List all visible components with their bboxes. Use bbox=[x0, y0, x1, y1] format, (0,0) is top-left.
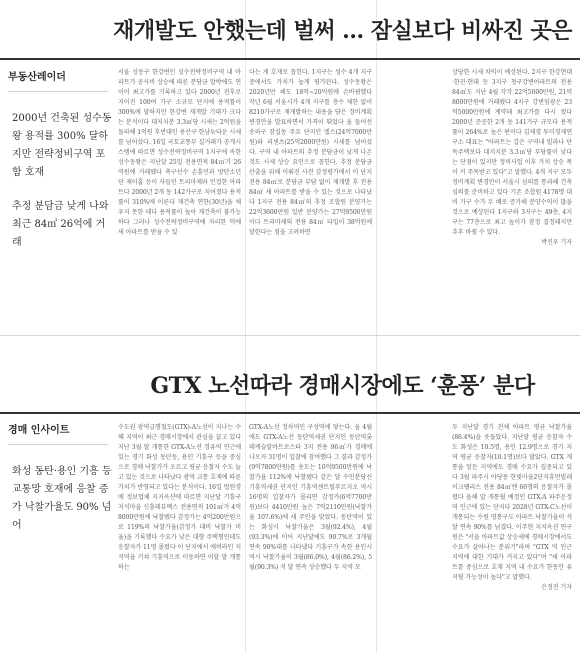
body-text: 상당한 시세 차익이 예상된다. 2지구 한강현대·한진·현대 등 3지구 청구강변아파트의 전용 84㎡도 지난 4월 각각 22억5000만원, 21억8000만원에 거래됐다 4지구 강변임광은 23억5000만원에 계약돼 최고가를 다시 썼다 2000년 준공한 2개 동 141가구 규모다 용적률이 264%로 높은 편이다 김제경 투미경제연구소 대표는 "아파트는 갑은 구역내 빌라나 단독주택보다 대지지분 3.3㎡당 부담률이 낮다는 단점이 있지만 정비사업 이후 가치 상승 폭이 커 주목받고 있다"고 말했다. 4개 지구 모두 정비계획 변경안이 서울시 심의를 통과해 건축심의를 준비하고 있다 기존 조합원 4178명 대비 가구 수가 두 배로 증가해 분양수익이 많을 것으로 예상된다 1지구와 3지구는 49층, 4지구는 77층으로 최고 높이가 잠정 결정돼지만 추후 바뀔 수 있다. bbox=[452, 69, 572, 236]
subheadline: 추정 분담금 낮게 나와 최근 84㎡ 26억에 거래 bbox=[12, 201, 109, 248]
body-column: 수도권 광역급행철도(GTX)-A노선이 지나는 수혜 지역이 최근 경매시장에서 관심을 끌고 있다 지난 3월 말 개통한 GTX-A노선 경유역 인근에 있는 경기 화성 동탄동, 용인 기흥구 등을 중심으로 경매 낙찰가가 오르고 평균 응찰자 수도 늘고 있는 것으로 나타났다 광역 교통 호재에 따른 가치가 반영되고 있다는 분석이다. 16일 법원경매 정보업체 지지옥션에 따르면 지난달 기흥구 지석마을 신흥데뷰벡스 전용면적 101㎡가 4억8000만원에 낙찰됐다 감정가는 4억200만원으로 119%의 낙찰가율(감정가 대비 낙찰가 비율)을 기록했다 수요가 낮은 대형 주택형인데도 응찰자가 11명 몰렸다 이 단지에서 에버라인 지석역을 거쳐 기흥역으로 이동하면 이달 말 개통하는 bbox=[118, 424, 241, 571]
article-headline: 재개발도 안했는데 벌써 … 잠실보다 비싸진 곳은 bbox=[113, 18, 572, 44]
body-column: GTX-A노선 정차역인 구성역에 닿는다. 올 4월에도 GTX-A노선 동탄역세권 단지인 동탄역롯데캐슬알바트로스타 3지 전용 96㎡가 경매에 나오자 31명이 입찰에 참여했다 그 결과 감정가(9억7800만원)를 웃도는 10억9500만원에 낙찰가율 112%에 낙찰됐다 같은 달 수인분당선 기흥역세권 단지인 기흥역센트럴푸르지오 역시 16명의 입찰자가 몰리면 감정가(6억7700만원)보다 4410만원 높은 7억2110만원(낙찰가율 107.6%)에 새 주인을 맞았다. 동탄역이 있는 화성시 낙찰가율은 3월(92.4%), 4월(93.3%)에 이어 지난달에도 90.7%로 3개월 연속 90%대를 나타냈다 기흥구가 속한 용인시 역시 낙찰가율이 3월(86.0%), 4월(86.2%), 5월(90.3%) 석 달 연속 상승했다 두 지역 모 bbox=[249, 424, 372, 571]
subheadline: 화성 동탄·용인 기흥 등 교통망 호재에 응찰 증가 낙찰가율도 90% 넘어 bbox=[12, 466, 112, 531]
subheadline: 2000년 건축된 성수동왕 용적률 300% 달하지만 전략정비구역 포함 호재 bbox=[12, 113, 112, 178]
article-sidebar bbox=[0, 68, 116, 252]
body-column bbox=[452, 68, 572, 330]
byline: 박진우 기자 bbox=[541, 239, 572, 246]
body-column: 서울 성동구 한강변인 성수전략정비구역 내 아파트가 공사비 상승에 따른 분담금 압박에도 연이어 최고가를 기록하고 있다 2000년 전후로 지어진 100여 가구 소규모 단지에 용적률이 300%에 달하지만 한강변 재개발 기대가 크다는 분석이다 대지지분 3.3㎡당 시세는 2억원을 돌파해 1억원 후반대인 용산구 한남뉴타운 시세를 넘어섰다. 16일 국토교통부 실거래가 공개시스템에 따르면 성수전략정비구역 1지구에 속한 성수동왕은 지난달 25일 전용면적 84㎡가 26억원에 거래됐다 축구선수 손흥민과 방탄소년단 제이홉 등이 사들인 트리마제와 인접한 아파트다 2000년 2개 동 142가구로 지어졌다 용적률이 310%에 이른다 재건축 연한(30년)을 채우지 못한 데다 용적률이 높아 재건축이 불가능하다 그러나 성수전략정비구역에 자리한 덕에 새 아파트를 받을 수 있 bbox=[118, 69, 241, 236]
article-headline: GTX 노선따라 경매시장에도 ‘훈풍’ 분다 bbox=[150, 373, 535, 399]
body-text: 두 지난달 경기 전체 아파트 평균 낙찰가율(86.4%)을 웃돌았다. 지난달 평균 응찰자 수도 화성은 10.5명, 용인 12.9명으로 경기 지역 평균 응찰자(10.1명)보다 많았다. GTX 개통을 앞둔 지역에도 경매 수요가 집중되고 있다 3월 파주시 야당동 한빛마을2단지휴먼빌레이크팰리스 전용 84㎡엔 66명의 응찰자가 몰렸다 올해 말 개통될 예정인 GTX-A 파주운정역 인근에 있는 단지다 2028년 GTX-C노선이 개통되는 수원 영통구도 아파트 낙찰가율이 석 달 연속 90%를 넘겼다. 이주현 지지옥션 연구원은 "서울 아파트값 상승세에 경매시장에서도 수요가 살아나는 분위기"라며 "GTX 역 인근 지역에 대한 기대가 커지고 있다"며 "새 아파트를 중심으로 호재 지역 내 수요가 한동안 유지될 가능성이 높다"고 말했다. bbox=[452, 424, 572, 581]
byline: 은정진 기자 bbox=[541, 584, 572, 591]
body-column: 다는 게 호재로 꼽힌다. 1지구는 성수 4개 지구 중에서도 가치가 높게 평가된다. 성수동왕은 2020년만 해도 18억~20억원에 손바뀜했다 작년 6월 서울시가 4개 지구를 층수 제한 없이 8210가구로 재개발하는 내용을 담은 정비계획 변경안을 발표하면서 가격이 뛰었다 올 들어선 송파구 잠실동 주요 단지인 엘스(24억7000만원)와 리센츠(25억2000만원) 시세를 넘어섰다. 구역 내 아파트의 추정 분담금이 낮게 나온 것도 시세 상승 요인으로 꼽힌다. 추정 분담금 산출을 위해 이뤄진 사전 감정평가에서 이 단지 전용 84㎡로 분담금 부담 없이 재개발 후 전용 84㎡ 새 아파트를 받을 수 있는 것으로 나타났다 1지구 전용 84㎡의 추정 조합원 분양가는 22억3600만원 일반 분양가는 27억9500만원이다 트리마제의 전용 84㎡ 타입이 38억원에 달한다는 점을 고려하면 bbox=[249, 69, 372, 236]
headline-rule bbox=[0, 58, 580, 60]
article-sidebar bbox=[0, 421, 116, 535]
section-label: 경매 인사이트 bbox=[8, 421, 108, 445]
article-gtx-auction bbox=[0, 335, 580, 653]
section-label: 부동산레이더 bbox=[8, 68, 108, 92]
body-column bbox=[452, 423, 572, 649]
headline-rule bbox=[0, 412, 580, 414]
